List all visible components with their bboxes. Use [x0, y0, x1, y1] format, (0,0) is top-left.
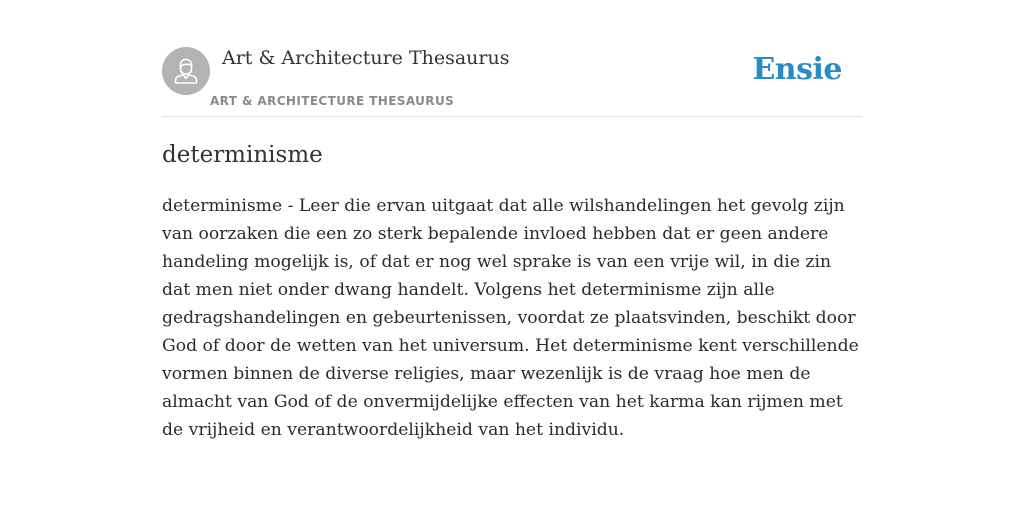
term-title: determinisme — [162, 142, 323, 168]
definition-text: determinisme - Leer die ervan uitgaat dat alle wilshandelingen het gevolg zijn van oorzaken die een zo sterk bepalende invloed hebben dat er geen andere handeling mogelijk is, of dat er nog wel sprake is van een vrije wil, in die zin dat men niet onder dwang handelt. Volgens het determinisme zijn alle gedragshandelingen en gebeurtenissen, voordat ze plaatsvinden, beschikt door God of door de wetten van het universum. Het determinisme kent verschillende vormen binnen de diverse religies, maar wezenlijk is de vraag hoe men de almacht van God of de onvermijdelijke effecten van het karma kan rijmen met de vrijheid en verantwoordelijkheid van het individu. — [162, 196, 859, 440]
page — [162, 0, 862, 512]
author-avatar[interactable] — [162, 47, 210, 95]
brand-logo[interactable]: Ensie — [752, 52, 842, 87]
author-name[interactable]: Art & Architecture Thesaurus — [222, 47, 510, 69]
source-label: ART & ARCHITECTURE THESAURUS — [210, 94, 455, 108]
entry-header — [162, 0, 862, 117]
user-placeholder-icon — [162, 47, 210, 95]
